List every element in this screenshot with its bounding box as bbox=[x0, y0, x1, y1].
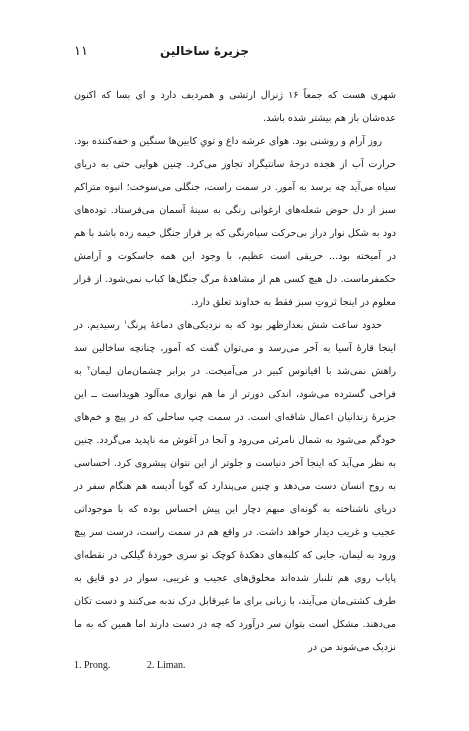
running-title: جزیرهٔ ساخالین bbox=[159, 44, 249, 58]
paragraph-1: شهری هست که جمعاً ۱۶ ژنرال ارتشی و همردیف دارد و ای بسا که اکنون عده‌شان باز هم بیشتر شده باشد. bbox=[74, 90, 396, 124]
page-header bbox=[74, 44, 391, 62]
paragraph-3-part-1: حدود ساعت شش بعدازظهر بود که به نزدیکی‌های دماغهٔ پرنگ bbox=[127, 320, 382, 331]
footnote-2: 2. Liman. bbox=[146, 660, 186, 671]
paragraph-2: روز آرام و روشنی بود. هوای عرشه داغ و تویِ کابین‌ها سنگین و خفه‌کننده بود. حرارت آب از هجده درجهٔ سانتیگراد تجاوز می‌کرد. چنین هوایی حتی به دریای سیاه می‌آید چه برسد به آمور. در سمت راست، جنگلی می‌سوخت؛ انبوه متراکم سبز از دل حوض شعله‌های ارغوانی رنگی به سینهٔ آسمان می‌فرستاد. توده‌های دود به شکل نوار دراز بی‌حرکت سیاه‌رنگی که بر فراز جنگل خیمه زده باشد با هم در آمیخته بود... حریقی است عظیم، با وجود این همه جاسکوت و آرامش حکمفرماست. دل هیچ کسی هم از مشاهدهٔ مرگ جنگل‌ها کباب نمی‌شود. از قرار معلوم در اینجا ثروتِ سبز فقط به خداوند تعلق دارد. bbox=[74, 136, 396, 308]
paragraph-3-part-3: به فراخی گسترده می‌شود، اندکی دورتر از ما هم نواری مه‌آلود هویداست ــ این جزیرهٔ زندانیان اعمال شاقه‌ای است. در سمت چپ ساحلی که در پیچ و خم‌های خودگم می‌شود به شمال نامرئی می‌رود و آنجا در آغوش مه ناپدید می‌گردد. چنین به نظر می‌آید که اینجا آخر دنیاست و جلوتر از این نتوان پیشروی کرد. احساسی به روح انسان دست می‌دهد و چنین می‌پندارد که گویا اُدیسه هم هنگام سفر در دریای ناشناخته به گونه‌ای مبهم دچار این پیش احساس بوده که با موجوداتی عجیب و غریب دیدار خواهد داشت. در واقع هم در سمت راست، درست سر پیچ ورود به لیمان، جایی که کلبه‌های دهکدهٔ کوچک تو سری خوردهٔ گیلکی در نقطه‌ای پایاب روی هم تلنبار شده‌اند مخلوق‌های عجیب و غریبی، سوار در دو قایق به طرف کشتی‌مان می‌آیند، با زبانی برای ما غیرقابل درک ندبه می‌کنند و دست تکان می‌دهند. مشکل است بتوان سر درآورد که چه در دست دارند اما همین که به ما نزدیک می‌شوند من در bbox=[74, 366, 396, 653]
body-text bbox=[74, 84, 396, 659]
footnote-1: 1. Prong. bbox=[74, 660, 111, 671]
paragraph-3 bbox=[74, 314, 396, 659]
page-number: ۱۱ bbox=[74, 44, 88, 59]
footnote-ref-1: ۱ bbox=[123, 318, 128, 326]
footnotes bbox=[74, 660, 396, 671]
paragraph-3-part-2: رسیدیم. در اینجا قارهٔ آسیا به آخر می‌رسد و می‌توان گفت که آمور، چنانچه ساخالین سد راهش نمی‌شد با اقیانوس کبیر در می‌آمیخت. در برابر چشمان‌مان لیمان bbox=[74, 320, 396, 377]
footnote-ref-2: ۲ bbox=[87, 364, 91, 372]
